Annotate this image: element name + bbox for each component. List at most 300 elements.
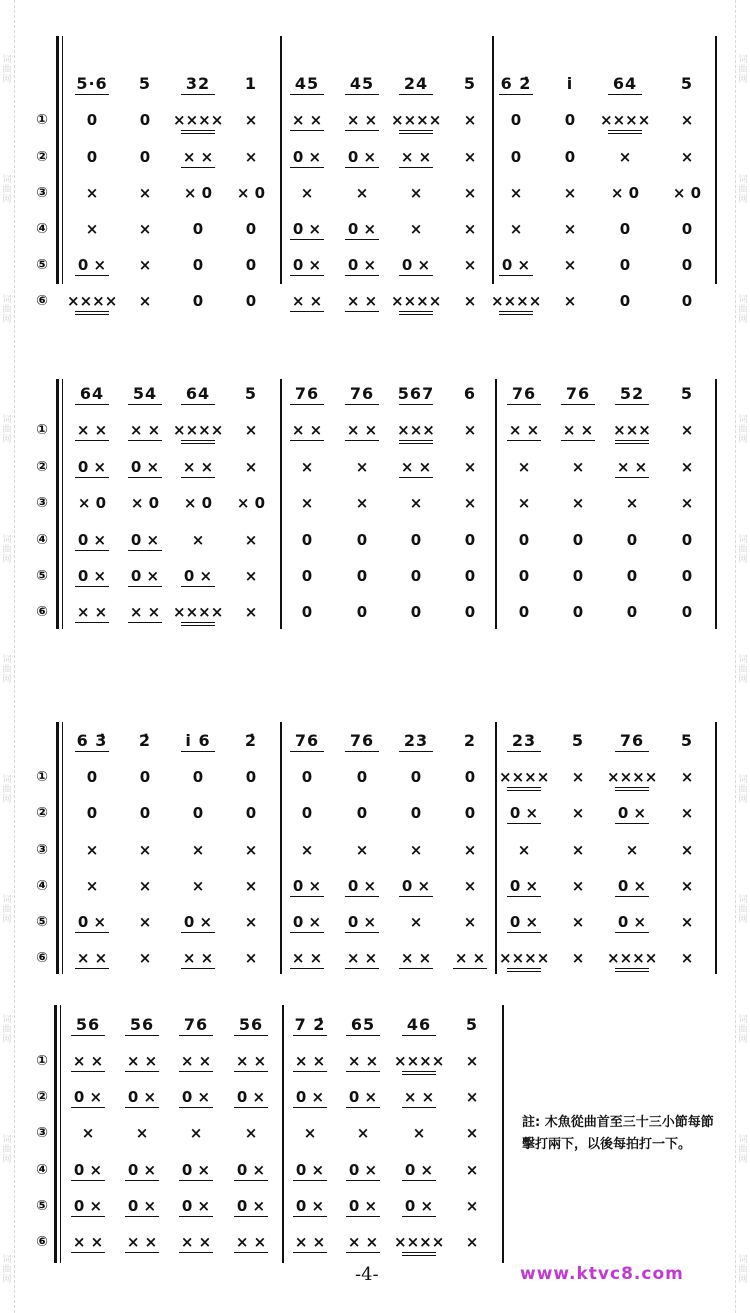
beat-underline [181, 94, 215, 95]
percussion-text: 0 [626, 603, 638, 621]
percussion-text: × 0 [130, 494, 160, 512]
percussion-cell [662, 184, 712, 202]
percussion-cell [282, 913, 332, 933]
melody-note [607, 385, 657, 405]
beat-underline [402, 1216, 436, 1217]
percussion-text: 0 × [236, 1197, 266, 1215]
beat-underline [125, 1035, 159, 1036]
percussion-text: × × [129, 421, 161, 439]
percussion-cell [120, 913, 170, 931]
melody-text: 64 [79, 384, 105, 403]
melody-text: 56 [75, 1015, 101, 1034]
row-label: ② [36, 149, 48, 165]
melody-note [662, 732, 712, 750]
melody-text: 5 [680, 384, 694, 403]
percussion-cell [600, 256, 650, 274]
percussion-text: × [463, 877, 477, 895]
percussion-text: × × [294, 1052, 326, 1070]
percussion-cell [282, 184, 332, 202]
percussion-text: 0 [192, 768, 204, 786]
percussion-cell [117, 1233, 167, 1253]
percussion-text: × × [347, 1233, 379, 1251]
melody-text: 76 [349, 731, 375, 750]
percussion-text: 0 [681, 531, 693, 549]
percussion-cell [445, 421, 495, 439]
row-label: ⑤ [36, 1198, 48, 1214]
melody-text: 76 [349, 384, 375, 403]
watermark-glyph: 词 曲 网 [2, 535, 12, 565]
percussion-cell [117, 1088, 167, 1108]
percussion-cell [447, 1052, 497, 1070]
melody-note [447, 1016, 497, 1034]
percussion-text: × × [291, 111, 323, 129]
percussion-text: 0 × [292, 148, 322, 166]
beat-underline [402, 1180, 436, 1181]
row-label: ① [36, 1053, 48, 1069]
percussion-cell [391, 531, 441, 549]
percussion-text: × × [182, 148, 214, 166]
percussion-cell [391, 220, 441, 238]
percussion-text: 0 [139, 768, 151, 786]
percussion-text: × [571, 841, 585, 859]
row-label: ① [36, 769, 48, 785]
beat-underline [290, 751, 324, 752]
percussion-text: × × [346, 421, 378, 439]
percussion-text: 0 × [236, 1161, 266, 1179]
percussion-text: × × [235, 1233, 267, 1251]
percussion-text: × 0 [610, 184, 640, 202]
beat-underline [75, 477, 109, 478]
percussion-text: × × [616, 458, 648, 476]
percussion-cell [445, 877, 495, 895]
percussion-text: × × [400, 949, 432, 967]
percussion-text: × [244, 603, 258, 621]
percussion-text: × [517, 494, 531, 512]
watermark-glyph: 词 曲 网 [738, 55, 748, 85]
beat-underline [181, 622, 215, 626]
system-left-bar [54, 1005, 57, 1263]
percussion-cell [607, 421, 657, 444]
percussion-text: 0 × [77, 256, 107, 274]
percussion-text: × [244, 421, 258, 439]
percussion-text: × [509, 184, 523, 202]
percussion-text: × [244, 877, 258, 895]
percussion-cell [120, 184, 170, 202]
percussion-text: ×××× [391, 292, 442, 310]
percussion-text: ××× [397, 421, 435, 439]
beat-underline [75, 311, 109, 315]
percussion-text: × [463, 421, 477, 439]
percussion-cell [600, 111, 650, 134]
beat-underline [615, 896, 649, 897]
percussion-cell [553, 494, 603, 512]
percussion-cell [394, 1161, 444, 1181]
percussion-cell [226, 421, 276, 439]
percussion-text: × [571, 458, 585, 476]
percussion-cell [117, 1124, 167, 1142]
beat-underline [345, 896, 379, 897]
beat-underline [399, 896, 433, 897]
melody-text: 76 [294, 384, 320, 403]
row-label: ④ [36, 532, 48, 548]
percussion-cell [600, 184, 650, 202]
percussion-text: 0 × [348, 1088, 378, 1106]
page-number: -4- [355, 1264, 379, 1285]
percussion-cell [499, 877, 549, 897]
watermark-glyph: 词 曲 网 [2, 175, 12, 205]
percussion-cell [607, 458, 657, 478]
percussion-cell [337, 913, 387, 933]
beat-underline [75, 440, 109, 441]
beat-underline [399, 130, 433, 134]
watermark-glyph: 词 曲 网 [738, 175, 748, 205]
percussion-text: 0 × [347, 148, 377, 166]
system-right-bar [715, 722, 717, 974]
percussion-cell [173, 804, 223, 822]
percussion-text: × × [72, 1052, 104, 1070]
percussion-cell [445, 768, 495, 786]
percussion-text: × [563, 256, 577, 274]
beat-underline [71, 1180, 105, 1181]
footnote [522, 1112, 722, 1156]
beat-underline [293, 1216, 327, 1217]
percussion-text: ×××× [499, 768, 550, 786]
percussion-cell [391, 841, 441, 859]
watermark-glyph: 词 曲 网 [2, 1135, 12, 1165]
percussion-text: 0 × [348, 1197, 378, 1215]
percussion-cell [445, 111, 495, 129]
row-label: ④ [36, 221, 48, 237]
beat-underline [615, 823, 649, 824]
row-label: ③ [36, 495, 48, 511]
percussion-cell [662, 458, 712, 476]
percussion-text: × [138, 220, 152, 238]
percussion-cell [337, 458, 387, 476]
beat-underline [399, 968, 433, 969]
percussion-cell [553, 458, 603, 476]
percussion-text: × × [403, 1088, 435, 1106]
percussion-cell [226, 949, 276, 967]
percussion-text: × [465, 1052, 479, 1070]
melody-note [226, 1016, 276, 1036]
beat-underline [399, 477, 433, 478]
percussion-text: 0 × [617, 913, 647, 931]
percussion-cell [391, 184, 441, 202]
beat-underline [290, 932, 324, 933]
percussion-cell [445, 220, 495, 238]
percussion-cell [173, 531, 223, 549]
percussion-text: 0 × [73, 1161, 103, 1179]
percussion-text: × × [126, 1052, 158, 1070]
percussion-text: 0 [410, 567, 422, 585]
beat-underline [125, 1071, 159, 1072]
melody-text: 46 [406, 1015, 432, 1034]
beat-underline [125, 1180, 159, 1181]
percussion-cell [67, 768, 117, 786]
percussion-text: 0 [572, 603, 584, 621]
percussion-cell [285, 1197, 335, 1217]
beat-underline [181, 968, 215, 969]
row-label: ⑤ [36, 914, 48, 930]
percussion-cell [394, 1124, 444, 1142]
percussion-cell [173, 111, 223, 134]
percussion-cell [282, 877, 332, 897]
row-label: ⑤ [36, 257, 48, 273]
percussion-text: × [463, 494, 477, 512]
percussion-text: 0 [86, 111, 98, 129]
percussion-text: 0 × [347, 256, 377, 274]
percussion-text: 0 × [401, 256, 431, 274]
percussion-text: 0 × [617, 804, 647, 822]
percussion-text: ×××× [607, 949, 658, 967]
percussion-cell [282, 220, 332, 240]
row-label: ⑥ [36, 293, 48, 309]
percussion-cell [662, 877, 712, 895]
melody-text: 76 [565, 384, 591, 403]
beat-underline [345, 968, 379, 969]
percussion-cell [499, 567, 549, 585]
beat-underline [75, 404, 109, 405]
percussion-cell [445, 949, 495, 969]
beat-underline [608, 130, 642, 134]
percussion-cell [120, 603, 170, 623]
beat-underline [181, 404, 215, 405]
melody-note [173, 385, 223, 405]
percussion-cell [337, 567, 387, 585]
percussion-text: 0 [572, 567, 584, 585]
percussion-text: × [244, 148, 258, 166]
percussion-cell [117, 1161, 167, 1181]
percussion-text: × [409, 913, 423, 931]
beat-underline [181, 477, 215, 478]
percussion-text: 0 × [501, 256, 531, 274]
percussion-text: 0 [518, 531, 530, 549]
percussion-cell [445, 841, 495, 859]
percussion-text: 0 [192, 256, 204, 274]
footnote-text: 木魚從曲首至三十三小節每節擊打兩下，以後每拍打一下。 [522, 1115, 714, 1152]
percussion-text: × [463, 184, 477, 202]
beat-underline [402, 1071, 436, 1075]
percussion-cell [662, 603, 712, 621]
melody-note [491, 75, 541, 95]
beat-underline [507, 787, 541, 791]
watermark-glyph: 词 曲 网 [2, 895, 12, 925]
percussion-cell [120, 148, 170, 166]
percussion-text: × 0 [236, 494, 266, 512]
percussion-text: × [303, 1124, 317, 1142]
percussion-text: × 0 [77, 494, 107, 512]
melody-text: 5 [244, 384, 258, 403]
percussion-cell [173, 913, 223, 933]
melody-note [120, 385, 170, 405]
percussion-cell [282, 949, 332, 969]
percussion-cell [394, 1233, 444, 1256]
percussion-cell [445, 804, 495, 822]
watermark-glyph: 词 曲 网 [738, 655, 748, 685]
percussion-cell [120, 292, 170, 310]
percussion-cell [445, 292, 495, 310]
percussion-text: 0 [464, 567, 476, 585]
percussion-text: × [300, 184, 314, 202]
percussion-text: 0 × [295, 1088, 325, 1106]
percussion-cell [226, 841, 276, 859]
melody-note [67, 75, 117, 95]
melody-note [337, 732, 387, 752]
beat-underline [346, 1071, 380, 1072]
system-left-bar-inner [60, 1005, 61, 1263]
beat-underline [346, 1216, 380, 1217]
melody-text: 65 [350, 1015, 376, 1034]
percussion-text: 0 × [401, 877, 431, 895]
percussion-text: 0 [464, 603, 476, 621]
melody-text: 32 [185, 74, 211, 93]
percussion-cell [63, 1088, 113, 1108]
percussion-cell [120, 256, 170, 274]
percussion-text: × [191, 877, 205, 895]
percussion-text: × × [400, 148, 432, 166]
percussion-cell [607, 768, 657, 791]
percussion-cell [226, 1124, 276, 1142]
percussion-text: 0 × [181, 1197, 211, 1215]
percussion-cell [662, 949, 712, 967]
percussion-cell [499, 913, 549, 933]
beat-underline [181, 167, 215, 168]
percussion-text: 0 [245, 256, 257, 274]
percussion-text: × [680, 949, 694, 967]
beat-underline [290, 440, 324, 441]
melody-text: 76 [511, 384, 537, 403]
melody-note [499, 732, 549, 752]
percussion-text: × [409, 184, 423, 202]
percussion-cell [545, 148, 595, 166]
percussion-cell [67, 913, 117, 933]
melody-note [553, 732, 603, 750]
percussion-text: × [563, 292, 577, 310]
percussion-cell [173, 603, 223, 626]
percussion-cell [171, 1088, 221, 1108]
percussion-text: × [135, 1124, 149, 1142]
percussion-text: × [138, 877, 152, 895]
percussion-text: 0 × [292, 220, 322, 238]
system-right-bar [715, 379, 717, 629]
percussion-cell [607, 913, 657, 933]
percussion-text: × [680, 111, 694, 129]
percussion-text: × [300, 494, 314, 512]
percussion-cell [67, 494, 117, 512]
percussion-cell [553, 567, 603, 585]
percussion-text: × × [400, 458, 432, 476]
percussion-cell [226, 603, 276, 621]
percussion-cell [226, 877, 276, 895]
percussion-text: ××× [613, 421, 651, 439]
percussion-cell [282, 531, 332, 549]
beat-underline [179, 1071, 213, 1072]
percussion-text: 0 × [73, 1088, 103, 1106]
percussion-text: × × [235, 1052, 267, 1070]
percussion-text: × × [182, 458, 214, 476]
percussion-cell [553, 877, 603, 895]
system-left-bar [56, 36, 59, 284]
beat-underline [399, 751, 433, 752]
percussion-cell [226, 1161, 276, 1181]
melody-note [445, 732, 495, 750]
percussion-text: 0 [301, 603, 313, 621]
percussion-text: × [463, 148, 477, 166]
melody-note [337, 75, 387, 95]
percussion-cell [173, 421, 223, 444]
percussion-cell [337, 841, 387, 859]
percussion-text: ×××× [600, 111, 651, 129]
percussion-text: 0 [410, 603, 422, 621]
percussion-cell [67, 949, 117, 969]
percussion-cell [173, 256, 223, 274]
percussion-cell [545, 220, 595, 238]
beat-underline [507, 404, 541, 405]
percussion-text: × × [126, 1233, 158, 1251]
row-label: ⑥ [36, 1234, 48, 1250]
percussion-text: × × [180, 1052, 212, 1070]
melody-text: 5 [571, 731, 585, 750]
percussion-cell [120, 949, 170, 967]
percussion-cell [120, 804, 170, 822]
percussion-text: × [465, 1161, 479, 1179]
watermark-glyph: 词 曲 网 [2, 1255, 12, 1285]
percussion-text: 0 [464, 768, 476, 786]
beat-underline [507, 932, 541, 933]
beat-underline [615, 968, 649, 972]
melody-note [282, 732, 332, 752]
percussion-cell [553, 421, 603, 441]
percussion-cell [117, 1197, 167, 1217]
percussion-text: 0 [464, 531, 476, 549]
percussion-text: 0 × [509, 913, 539, 931]
percussion-text: × [189, 1124, 203, 1142]
beat-underline [181, 751, 215, 752]
beat-underline [290, 239, 324, 240]
beat-underline [125, 1107, 159, 1108]
beat-underline [71, 1252, 105, 1253]
percussion-text: × [463, 841, 477, 859]
percussion-cell [226, 184, 276, 202]
percussion-cell [120, 841, 170, 859]
percussion-cell [499, 421, 549, 441]
percussion-text: × × [291, 949, 323, 967]
percussion-cell [337, 768, 387, 786]
percussion-cell [120, 111, 170, 129]
percussion-text: × [563, 220, 577, 238]
score-system-2 [0, 379, 750, 629]
percussion-cell [67, 877, 117, 895]
beat-underline [399, 275, 433, 276]
row-label: ② [36, 459, 48, 475]
percussion-text: 0 [626, 531, 638, 549]
melody-note [285, 1016, 335, 1036]
row-label: ⑤ [36, 568, 48, 584]
percussion-cell [394, 1197, 444, 1217]
beat-underline [346, 1180, 380, 1181]
percussion-text: 0 [681, 292, 693, 310]
percussion-text: × [680, 804, 694, 822]
percussion-cell [173, 148, 223, 168]
percussion-text: × 0 [183, 494, 213, 512]
percussion-cell [63, 1233, 113, 1253]
percussion-cell [662, 768, 712, 786]
beat-underline [615, 477, 649, 478]
percussion-cell [282, 841, 332, 859]
percussion-cell [391, 949, 441, 969]
percussion-text: 0 × [183, 567, 213, 585]
percussion-text: 0 [356, 567, 368, 585]
